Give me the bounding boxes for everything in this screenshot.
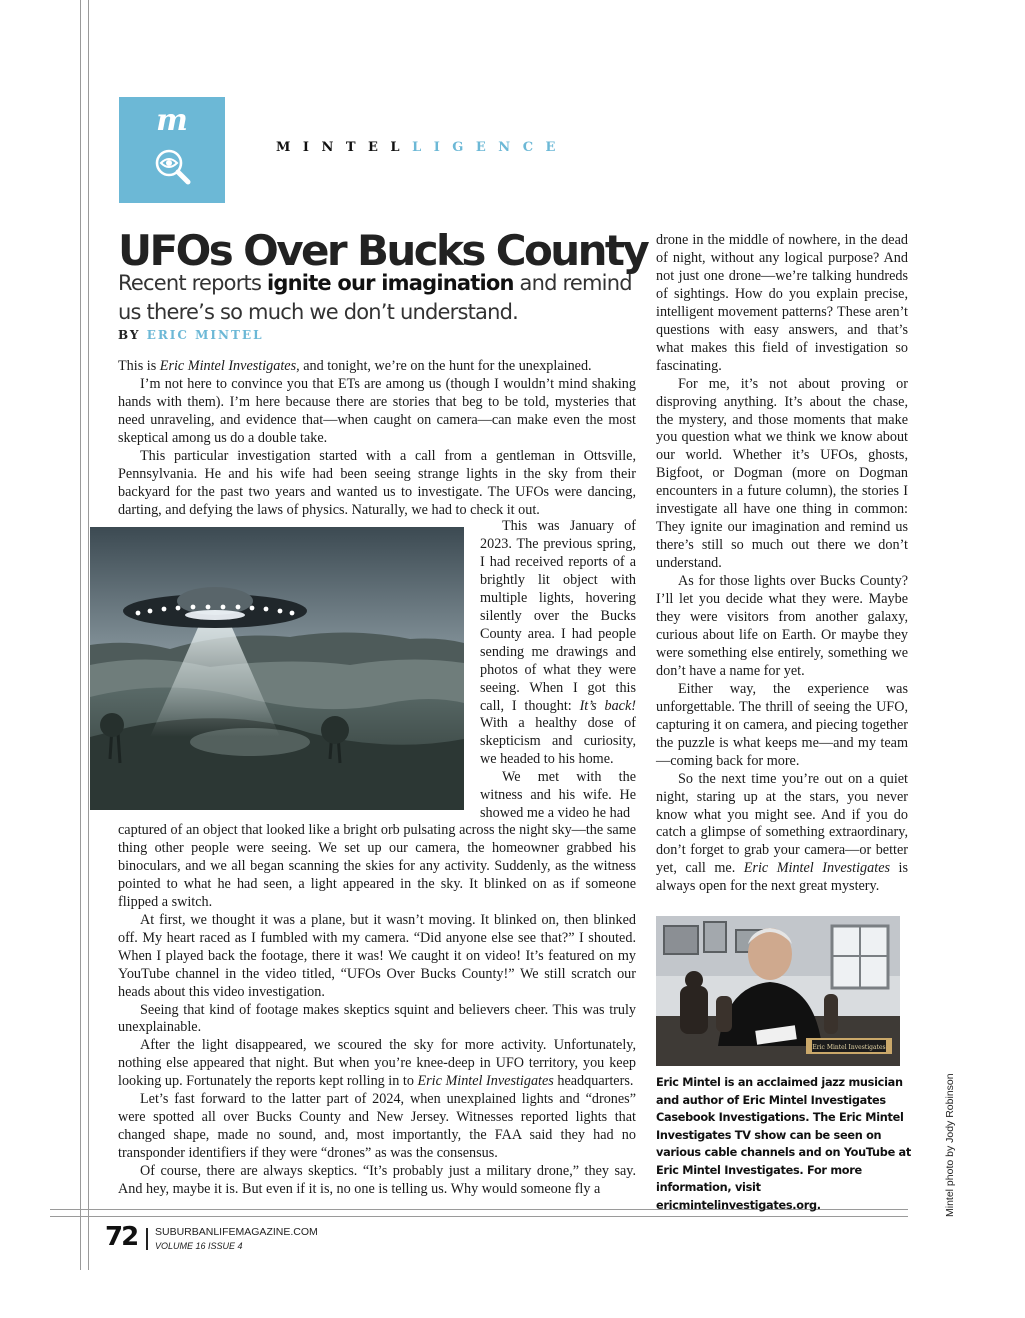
text-run: This is [118, 358, 160, 374]
author-photo [656, 916, 900, 1066]
paragraph: Either way, the experience was unforgettable. The thrill of seeing the UFO, capturing it on camera, and piecing together the puzzle is what keeps me—and my team—coming back for more. [656, 680, 908, 769]
margin-rule-left [80, 0, 81, 1270]
text-run: This was January of 2023. The previous spring, I had received reports of a brightly lit object with multiple lights, hovering silently over the Bucks County area. I had people sending me drawings and photos of what they were seeing. When I got this call, I thought: [480, 518, 636, 714]
section-label-part-1: MINTEL [276, 140, 413, 155]
logo-letter: m [156, 103, 188, 138]
paragraph: captured of an object that looked like a bright orb pulsating across the night sky—the same thing other people were seeing. We set up our camera, the homeowner grabbed his binoculars, and we all began scanning the skies for any activity. Suddenly, as the witness pointed to what he had seen, a light appeared in the sky. It blinked on as if someone flipped a switch. [118, 822, 636, 910]
page-number: 72 [105, 1222, 138, 1252]
deck-bold: ignite our imagination [267, 271, 514, 295]
text-run: With a healthy dose of skepticism and curiosity, we headed to his home. [480, 715, 636, 768]
paragraph: Let’s fast forward to the latter part of 2024, when unexplained lights and “drones” were spotted all over Bucks County and New Jersey. Witnesses reported lights that changed shape, made no sound, and, most importantly, the FAA said they had no transponder identifiers if they were “drones” as was the consensus. [118, 1091, 636, 1162]
body-column-1-wrap [480, 518, 636, 823]
text-run: After the light disappeared, we scoured the sky for more activity. Unfortunately, nothing else appeared that night. But when you’re knee-deep in UFO territory, you keep looking up. Fortunately the reports kept rolling in to [118, 1037, 636, 1090]
paragraph: Seeing that kind of footage makes skeptics squint and believers cheer. This was truly unexplainable. [118, 1001, 636, 1036]
paragraph [480, 518, 636, 769]
body-column-1-top [118, 358, 636, 520]
text-run: is always open for the next great mystery. [656, 860, 908, 895]
paragraph [656, 771, 908, 897]
paragraph [118, 358, 636, 376]
paragraph: At first, we thought it was a plane, but it wasn’t moving. It blinked on, then blinked off. My heart raced as I fumbled with my camera. “Did anyone else see that?” I shouted. When I played back the footage, there it was! We caught it on video! It’s featured on my YouTube channel in the video titled, “UFOs Over Bucks County!” We still scratch our heads about this video investigation. [118, 911, 636, 1000]
footer-volume: VOLUME 16 ISSUE 4 [155, 1241, 243, 1251]
section-label [276, 140, 568, 155]
paragraph: drone in the middle of nowhere, in the dead of night, without any logical purpose? And not just one drone—we’re talking hundreds of sightings. How do you explain precise, intelligent movement patterns? These aren’t questions with easy answers, and that’s what makes this field of investigation so fascinating. [656, 232, 908, 374]
text-run: So the next time you’re out on a quiet night, staring up at the stars, you never know what you might see. And if you do catch a glimpse of something extraordinary, don’t forget to grab your camera—or better yet, call me. [656, 770, 908, 877]
paragraph: I’m not here to convince you that ETs are among us (though I wouldn’t mind shaking hands with them). I’m here because there are stories that beg to be told, mysteries that need unraveling, and evidence that—when caught on camera—can make even the most skeptical among us do a double take. [118, 375, 636, 446]
footer-rule-bottom [50, 1216, 908, 1217]
ufo-photo [90, 527, 464, 810]
byline-by: BY [118, 328, 147, 342]
byline [118, 328, 264, 342]
text-emphasis: Eric Mintel Investigates [743, 860, 891, 877]
section-label-part-2: LIGENCE [412, 140, 568, 155]
section-logo [119, 97, 225, 203]
footer-site: SUBURBANLIFEMAGAZINE.COM [155, 1226, 318, 1238]
paragraph: We met with the witness and his wife. He showed me a video he had [480, 769, 636, 822]
desk-plate-text: Eric Mintel Investigates [812, 1044, 886, 1051]
paragraph: Of course, there are always skeptics. “It’s probably just a military drone,” they say. And hey, maybe it is. But even if it is, no one is telling us. Why would someone fly a [118, 1163, 636, 1198]
paragraph: This particular investigation started with a call from a gentleman in Ottsville, Pennsylvania. He and his wife had been seeing strange lights in the sky from their backyard for the past two years and wanted us to investigate. The UFOs were dancing, darting, and defying the laws of physics. Naturally, we had to check it out. [118, 447, 636, 518]
paragraph: As for those lights over Bucks County? I’ll let you decide what they were. Maybe they were visitors from another galaxy, curious about life on Earth. Or maybe they were something else entirely, something we don’t have a name for yet. [656, 573, 908, 679]
search-eye-icon [153, 147, 193, 187]
deck-end: and remind us there’s so much we don’t understand. [118, 271, 632, 324]
margin-rule-left-inner [88, 0, 89, 1270]
text-emphasis: Eric Mintel Investigates [159, 358, 297, 374]
footer-divider [146, 1228, 148, 1250]
photo-credit: Mintel photo by Jody Robinson [944, 1073, 956, 1217]
text-run: headquarters. [553, 1073, 634, 1090]
deck-start: Recent reports [118, 271, 268, 295]
text-emphasis: Eric Mintel Investigates [417, 1073, 554, 1090]
body-column-2 [656, 232, 908, 896]
text-run: , and tonight, we’re on the hunt for the unexplained. [296, 358, 592, 374]
paragraph [118, 1037, 636, 1091]
text-emphasis: It’s back! [579, 697, 637, 714]
article-deck [118, 269, 638, 327]
byline-author: ERIC MINTEL [146, 328, 264, 342]
paragraph: For me, it’s not about proving or disproving anything. It’s about the chase, the mystery, and those moments that make you question what we think we know about our world. Whether it’s UFOs, ghosts, Bigfoot, or Dogman (more on Dogman encounters in a future column), the stories I investigate all have one thing in common: They ignite our imagination and remind us there’s still so much out there we don’t understand. [656, 375, 908, 572]
article-title: UFOs Over Bucks County [118, 226, 648, 275]
photo-caption: Eric Mintel is an acclaimed jazz musician and author of Eric Mintel Investigates Casebook Investigations. The Eric Mintel Investigates TV show can be seen on various cable channels and on YouTube at Eric Mintel Investigates. For more information, visit ericmintelinvestigates.org. [656, 1076, 911, 1212]
body-column-1-bottom [118, 822, 636, 1199]
